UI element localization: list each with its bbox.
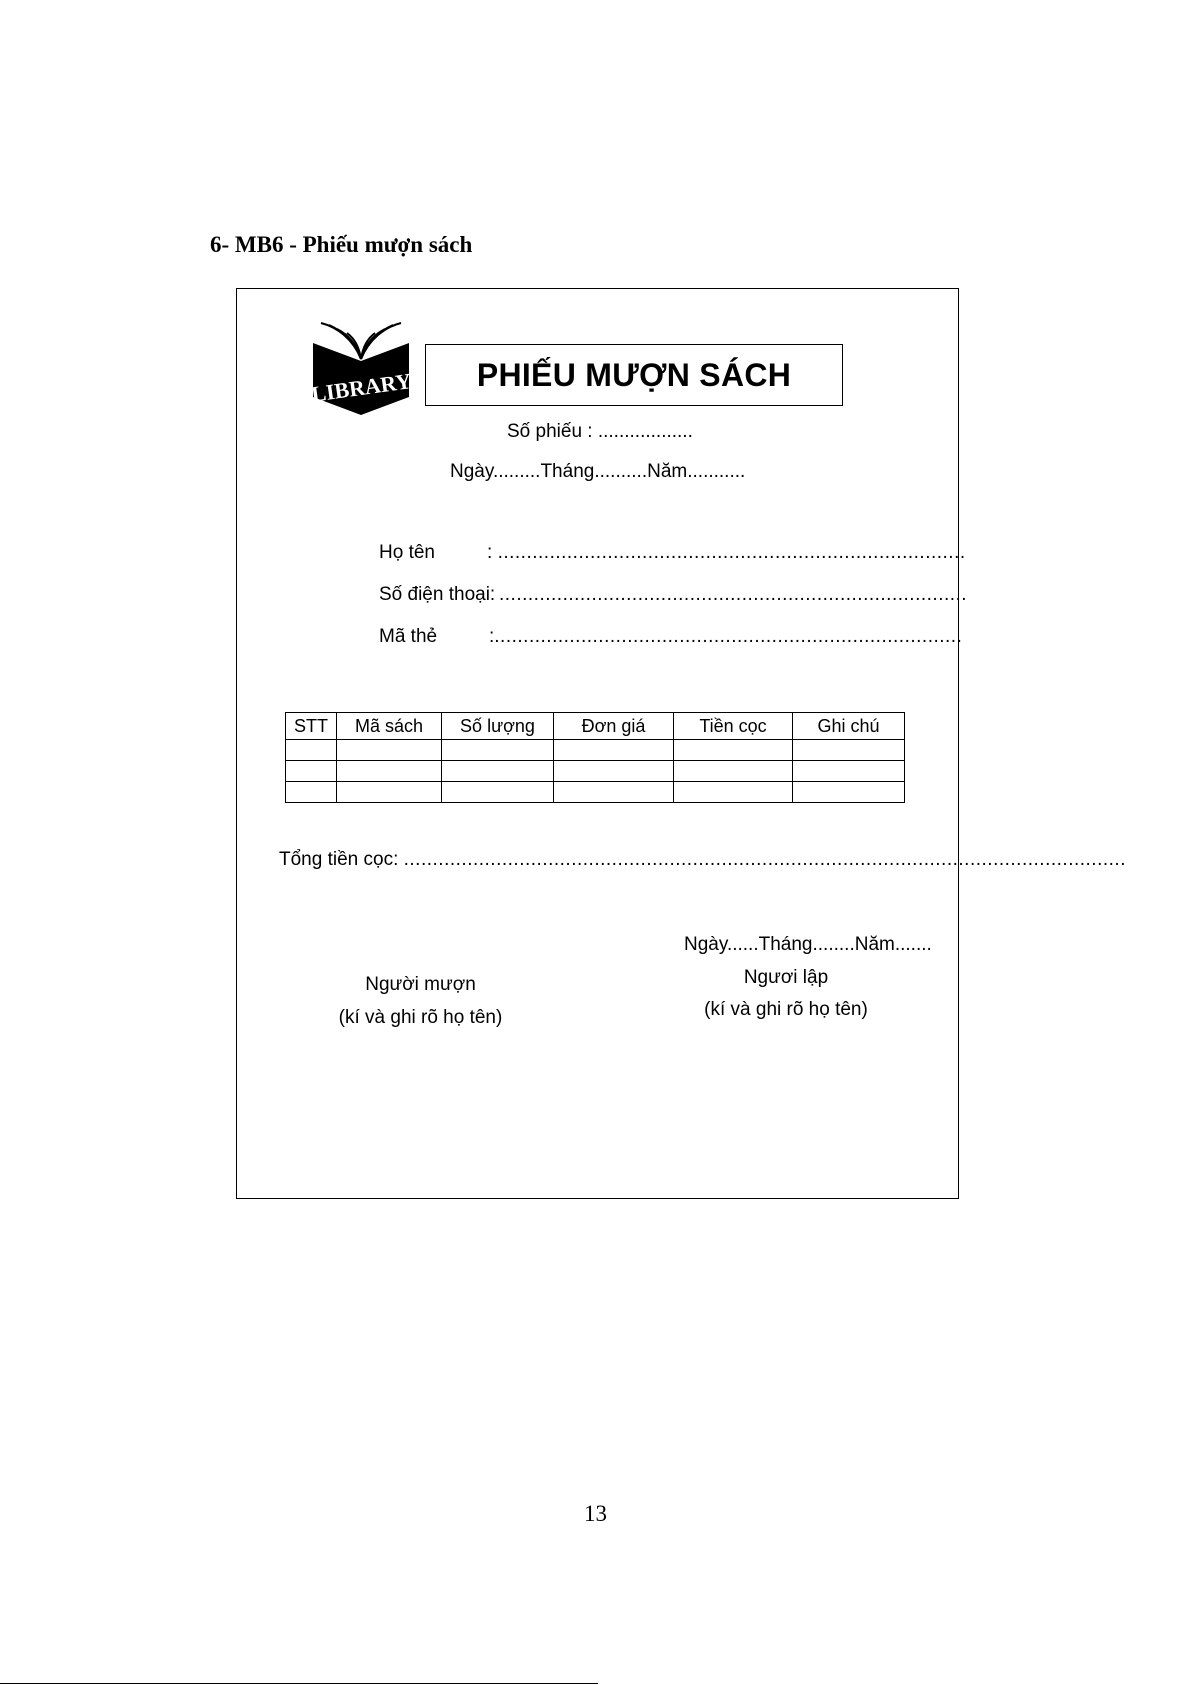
column-header-ma-sach: Mã sách [337, 713, 442, 740]
table-cell[interactable] [286, 782, 337, 803]
field-card-label: Mã thẻ [379, 626, 438, 647]
column-header-don-gia: Đơn giá [554, 713, 674, 740]
table-row [286, 740, 905, 761]
table-cell[interactable] [793, 740, 905, 761]
book-table [285, 712, 905, 803]
library-logo [309, 313, 413, 417]
logo-text: LIBRARY [309, 368, 413, 407]
field-phone-label-text: Số điện thoại: [379, 584, 496, 605]
date-line: Ngày.........Tháng..........Năm........... [450, 461, 746, 482]
table-cell[interactable] [674, 740, 793, 761]
table-cell[interactable] [554, 740, 674, 761]
section-heading: 6- MB6 - Phiếu mượn sách [210, 232, 473, 257]
table-cell[interactable] [674, 761, 793, 782]
slip-number: Số phiếu : .................. [507, 421, 693, 442]
signature-date: Ngày......Tháng........Năm....... [684, 934, 932, 955]
table-cell[interactable] [793, 761, 905, 782]
total-deposit-label: Tổng tiền cọc: [279, 849, 404, 870]
table-cell[interactable] [337, 740, 442, 761]
field-card-input[interactable] [489, 626, 962, 648]
table-cell[interactable] [793, 782, 905, 803]
column-header-so-luong: Số lượng [442, 713, 554, 740]
table-cell[interactable] [337, 782, 442, 803]
page-number: 13 [584, 1501, 607, 1526]
total-deposit[interactable] [279, 849, 1126, 871]
table-row [286, 782, 905, 803]
column-header-tien-coc: Tiền cọc [674, 713, 793, 740]
field-card-separator: : [489, 626, 495, 647]
column-header-ghi-chu: Ghi chú [793, 713, 905, 740]
form-title: PHIẾU MƯỢN SÁCH [425, 344, 843, 406]
table-cell[interactable] [442, 740, 554, 761]
field-ho-ten-input[interactable] [487, 542, 966, 564]
field-ho-ten-label: Họ tên [379, 542, 435, 563]
table-cell[interactable] [674, 782, 793, 803]
table-header-row [286, 713, 905, 740]
field-phone-label [379, 584, 495, 606]
table-cell[interactable] [554, 761, 674, 782]
table-cell[interactable] [442, 782, 554, 803]
creator-title: Ngươi lập [743, 967, 829, 988]
table-row [286, 761, 905, 782]
table-cell[interactable] [337, 761, 442, 782]
total-deposit-dots: ............................................................................................................................. [403, 849, 1126, 870]
column-header-stt: STT [286, 713, 337, 740]
field-ho-ten-separator: : [487, 542, 498, 563]
footnote-divider [0, 1683, 598, 1684]
borrow-slip-form [236, 288, 1126, 1199]
table-cell[interactable] [286, 740, 337, 761]
field-card-dots: ................................................................................. [494, 626, 963, 647]
creator-note: (kí và ghi rõ họ tên) [704, 999, 868, 1020]
table-cell[interactable] [286, 761, 337, 782]
table-cell[interactable] [442, 761, 554, 782]
borrower-note: (kí và ghi rõ họ tên) [338, 1007, 503, 1028]
table-cell[interactable] [554, 782, 674, 803]
field-phone-input[interactable] [499, 584, 967, 606]
borrower-title: Người mượn [365, 974, 476, 995]
field-ho-ten-dots: ................................................................................. [497, 542, 966, 563]
field-phone-dots: ................................................................................. [499, 584, 968, 605]
